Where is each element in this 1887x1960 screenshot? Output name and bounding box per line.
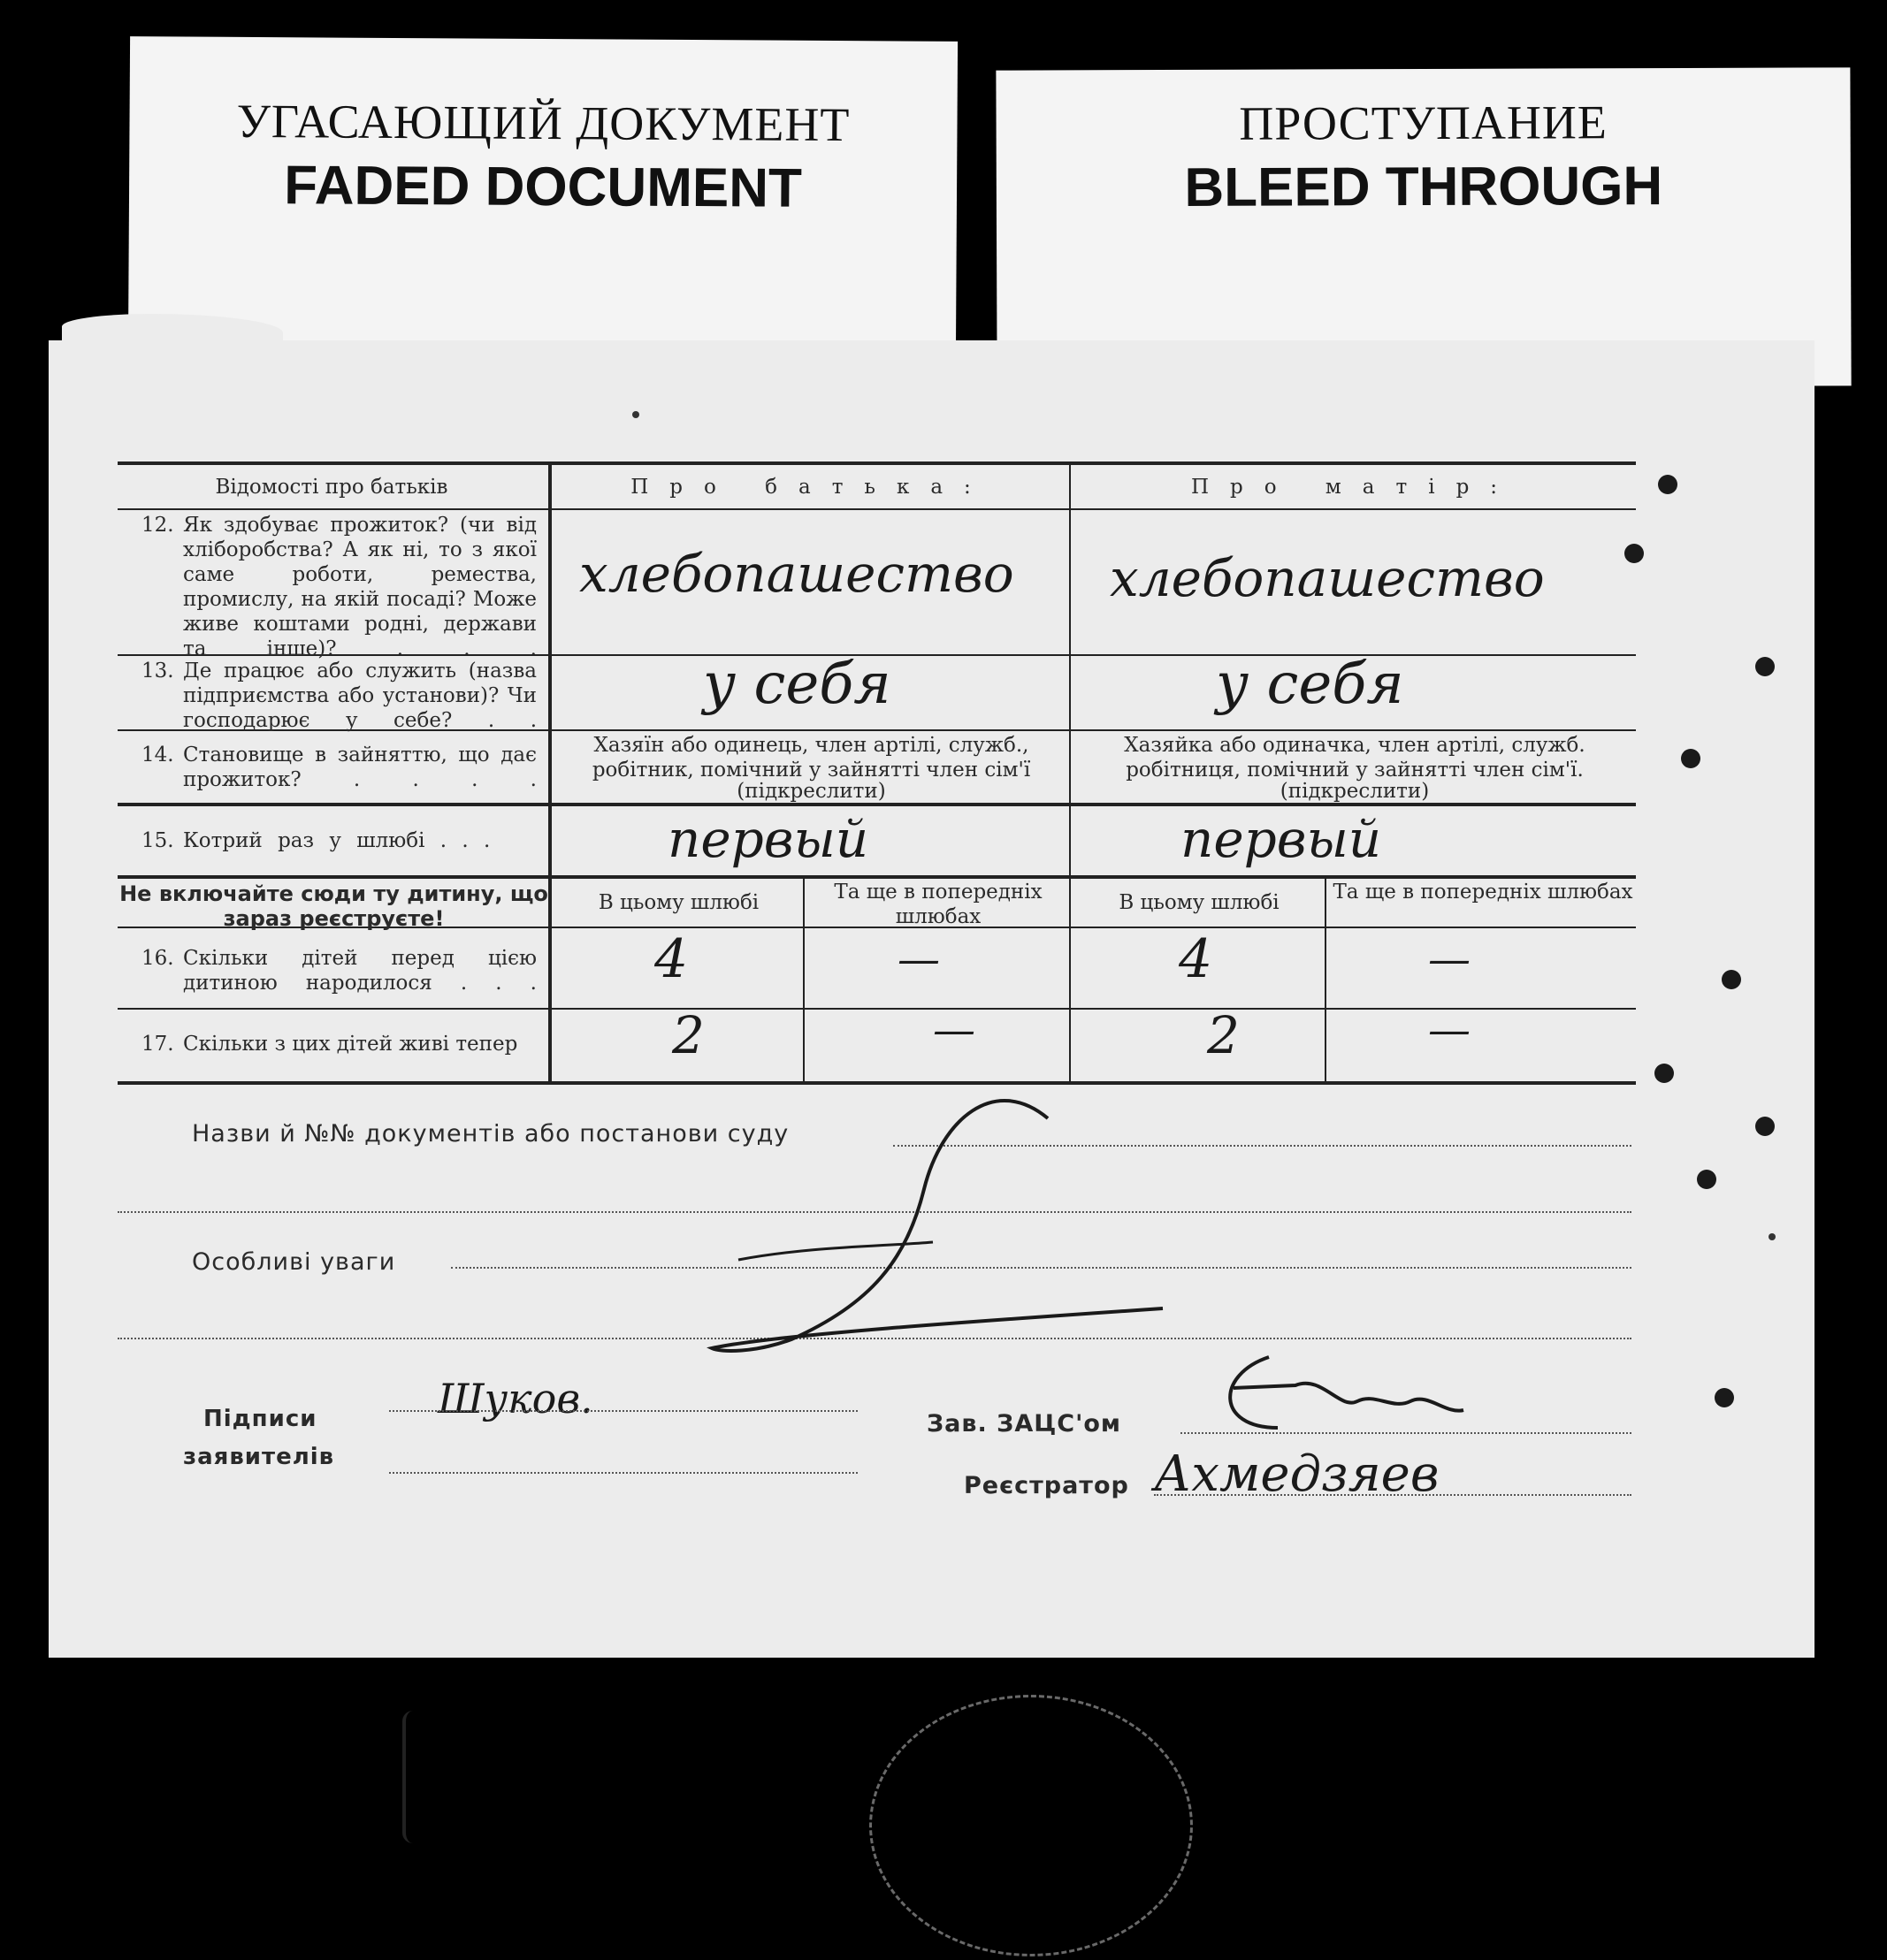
row15-question: Котрий раз у шлюбі . . . xyxy=(183,829,491,852)
table-rule xyxy=(118,1008,1636,1010)
punch-hole xyxy=(1755,657,1775,676)
punch-hole xyxy=(1697,1170,1716,1189)
registration-form-sheet xyxy=(49,340,1814,1658)
row14-number: 14. xyxy=(141,744,174,766)
strike-through-mark xyxy=(703,1083,1163,1375)
table-col-rule xyxy=(548,463,552,1083)
row16-question: Скільки дітей перед цією дитиною народилося . . . xyxy=(183,947,537,995)
row14-question: Становище в зайняттю, що дає прожиток? . . . . xyxy=(183,744,537,791)
row15-number: 15. xyxy=(141,829,174,852)
row13-question: Де працює або служить (назва підприємства або установи)? Чи господарює у себе? . . xyxy=(183,660,537,732)
notes-label: Особливі уваги xyxy=(192,1248,396,1276)
bleed-tag-english: BLEED THROUGH xyxy=(1184,156,1663,218)
row17-question: Скільки з цих дітей живі тепер xyxy=(183,1033,518,1056)
punch-hole xyxy=(1624,544,1644,563)
row15-mother-answer: первый xyxy=(1180,809,1382,869)
father-this-marriage-header: В цьому шлюбі xyxy=(598,891,760,914)
applicant-signature: Шуков. xyxy=(438,1375,593,1422)
row16-mother-this: 4 xyxy=(1179,928,1213,990)
header-father: Про батька: xyxy=(630,476,992,499)
table-rule xyxy=(118,508,1636,510)
table-col-rule xyxy=(1069,463,1071,1083)
table-col-rule xyxy=(1325,877,1326,1083)
official-stamp xyxy=(869,1695,1193,1956)
row16-number: 16. xyxy=(141,947,174,970)
applicant-signature-line xyxy=(389,1410,858,1412)
row12-mother-answer: хлебопашество xyxy=(1110,548,1545,608)
table-col-rule xyxy=(803,877,805,1083)
bleed-tag-russian: ПРОСТУПАНИЕ xyxy=(1239,95,1608,150)
row16-father-prev: — xyxy=(898,934,940,984)
mother-this-marriage-header: В цьому шлюбі xyxy=(1119,891,1280,914)
mother-previous-marriages-header: Та ще в попередніх шлюбах xyxy=(1333,881,1633,904)
faded-document-tag xyxy=(128,36,958,360)
faded-tag-russian: УГАСАЮЩИЙ ДОКУМЕНТ xyxy=(236,94,851,152)
punch-hole xyxy=(1715,1388,1734,1407)
row17-father-this: 2 xyxy=(672,1005,705,1065)
row12-father-answer: хлебопашество xyxy=(579,544,1014,604)
punch-hole xyxy=(1654,1064,1674,1083)
row14-mother-options: Хазяйка або одиначка, член артілі, служб. робітниця, помічний у зайнятті член сім'ї. xyxy=(1124,734,1585,782)
row17-mother-this: 2 xyxy=(1207,1005,1240,1065)
head-of-registry-label: Зав. ЗАЦС'ом xyxy=(927,1410,1121,1438)
faded-tag-english: FADED DOCUMENT xyxy=(284,155,803,219)
applicant-signature-line-2 xyxy=(389,1472,858,1474)
row16-father-this: 4 xyxy=(654,928,689,990)
exclude-child-note: Не включайте сюди ту дитину, що зараз реєструєте! xyxy=(119,881,548,931)
row13-father-answer: у себя xyxy=(703,652,891,717)
table-top-rule xyxy=(118,461,1636,465)
row14-father-options: Хазяїн або одинець, член артілі, служб., робітник, помічний у зайнятті член сім'ї xyxy=(592,734,1031,782)
punch-hole xyxy=(1755,1117,1775,1136)
signatures-label-line1: Підписи xyxy=(203,1406,317,1432)
documents-label: Назви й №№ документів або постанови суду xyxy=(192,1120,790,1148)
paper-speck xyxy=(1769,1233,1776,1240)
row14-father-underline-note: (підкреслити) xyxy=(737,780,886,803)
row16-mother-prev: — xyxy=(1428,934,1471,984)
head-signature xyxy=(1180,1339,1481,1445)
row13-number: 13. xyxy=(141,660,174,683)
punch-hole xyxy=(1658,475,1677,494)
row12-number: 12. xyxy=(141,514,174,537)
registrar-signature: Ахмедзяев xyxy=(1154,1445,1440,1503)
registrar-label: Реєстратор xyxy=(964,1472,1129,1499)
father-previous-marriages-header: Та ще в попередніх шлюбах xyxy=(834,881,1043,928)
row17-number: 17. xyxy=(141,1033,174,1056)
row14-mother-underline-note: (підкреслити) xyxy=(1280,780,1430,803)
row17-father-prev: — xyxy=(933,1005,975,1055)
row15-father-answer: первый xyxy=(668,809,869,869)
row17-mother-prev: — xyxy=(1428,1005,1471,1055)
header-mother: Про матір: xyxy=(1190,476,1519,499)
table-rule xyxy=(118,875,1636,879)
row13-mother-answer: у себя xyxy=(1216,652,1404,717)
punch-hole xyxy=(1722,970,1741,989)
paper-speck xyxy=(632,411,639,418)
signatures-brace xyxy=(402,1711,422,1843)
row12-question: Як здобуває прожиток? (чи від хліборобства? А як ні, то з якої саме роботи, ремества, промислу, на якій посаді? Може живе коштами родні, держави та інше)? . . . xyxy=(183,514,537,660)
punch-hole xyxy=(1681,749,1700,768)
signatures-label-line2: заявителів xyxy=(183,1444,335,1470)
header-parents-info: Відомості про батьків xyxy=(215,476,448,499)
